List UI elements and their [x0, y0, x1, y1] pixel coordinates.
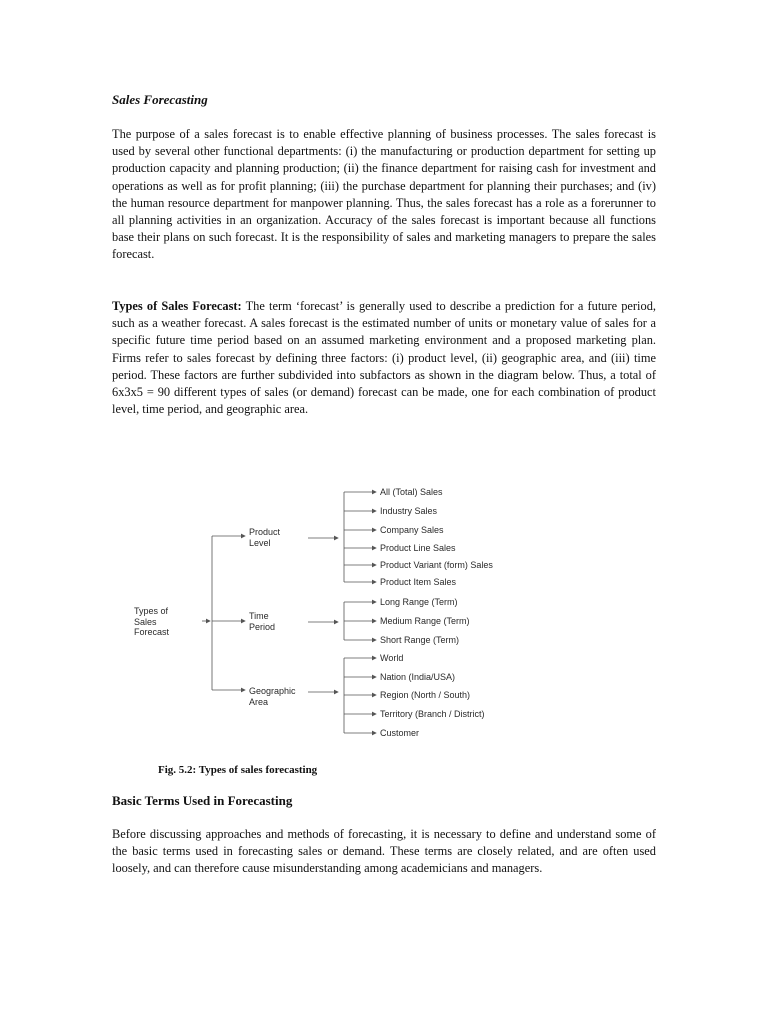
diagram-connectors — [112, 476, 656, 746]
paragraph-types — [112, 298, 656, 418]
branch-geographic-area: Geographic Area — [249, 686, 296, 707]
leaf-company-sales: Company Sales — [380, 525, 444, 535]
types-of-sales-forecast-diagram — [112, 476, 656, 746]
section-title-basic-terms: Basic Terms Used in Forecasting — [112, 793, 293, 808]
document-page — [112, 0, 656, 1024]
paragraph-purpose: The purpose of a sales forecast is to enable effective planning of business processes. The sales forecast is used by several other functional departments: (i) the manufacturing or production department for setting up production capacity and planning production; (ii) the finance department for raising cash for investment and operations as well as for profit planning; (iii) the purchase department for planning their purchases; and (iv) the human resource department for manpower planning. Thus, the sales forecast has a role as a forerunner to all planning activities in an organization. Accuracy of the sales forecast is important because all functions base their plans on such forecast. It is the responsibility of sales and marketing managers to prepare the sales forecast. — [112, 127, 656, 262]
section-title-sales-forecasting: Sales Forecasting — [112, 92, 208, 107]
leaf-medium-range: Medium Range (Term) — [380, 616, 470, 626]
leaf-product-item-sales: Product Item Sales — [380, 577, 457, 587]
types-paragraph-text: The term ‘forecast’ is generally used to describe a prediction for a future period, such as a weather forecast. A sales forecast is the estimated number of units or monetary value of sales for a specific future time period based on an assumed marketing environment and a proposed marketing plan. Firms refer to sales forecast by defining three factors: (i) product level, (ii) geographic area, and (iii) time period. These factors are further subdivided into subfactors as shown in the diagram below. Thus, a total of 6x3x5 = 90 different types of sales (or demand) forecast can be made, one for each combination of product level, time period, and geographic area. — [112, 299, 656, 417]
branch-time-period: Time Period — [249, 611, 276, 632]
figure-caption: Fig. 5.2: Types of sales forecasting — [158, 764, 318, 776]
types-lead-term: Types of Sales Forecast: — [112, 299, 242, 313]
leaf-customer: Customer — [380, 728, 420, 738]
leaf-product-variant-sales: Product Variant (form) Sales — [380, 560, 493, 570]
leaf-product-line-sales: Product Line Sales — [380, 543, 456, 553]
leaf-industry-sales: Industry Sales — [380, 506, 438, 516]
branch-product-level: Product Level — [249, 527, 281, 548]
leaf-short-range: Short Range (Term) — [380, 635, 460, 645]
leaf-world: World — [380, 653, 404, 663]
leaf-region: Region (North / South) — [380, 690, 471, 700]
leaf-all-total-sales: All (Total) Sales — [380, 487, 443, 497]
leaf-nation: Nation (India/USA) — [380, 672, 456, 682]
leaf-long-range: Long Range (Term) — [380, 597, 458, 607]
diagram-root-label: Types of Sales Forecast — [134, 606, 170, 637]
paragraph-basic-terms: Before discussing approaches and methods of forecasting, it is necessary to define and understand some of the basic terms used in forecasting sales or demand. These terms are closely related, and are often used loosely, and can therefore cause misunderstanding among academicians and managers. — [112, 827, 656, 876]
leaf-territory: Territory (Branch / District) — [380, 709, 485, 719]
